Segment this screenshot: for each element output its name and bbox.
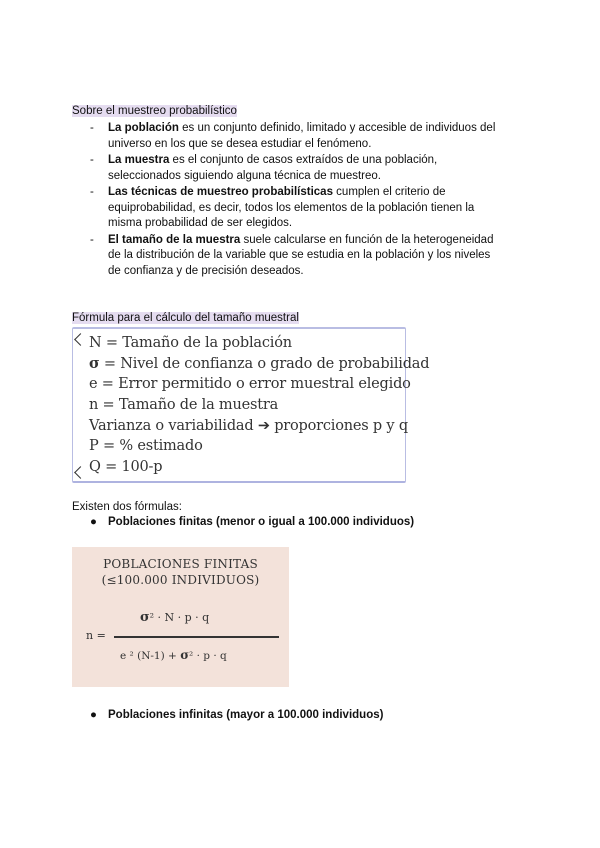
definition-text: = % estimado bbox=[98, 438, 203, 455]
symbol: N bbox=[89, 335, 102, 351]
list-item bbox=[72, 153, 532, 184]
item-text: equiprobabilidad, es decir, todos los elementos de la población tienen la bbox=[108, 201, 475, 214]
definitions-list bbox=[72, 121, 532, 280]
symbol: n bbox=[89, 397, 99, 414]
definition-n-sample bbox=[89, 395, 429, 416]
item-text: es el conjunto de casos extraídos de una población, bbox=[169, 154, 438, 166]
definition-n-population bbox=[89, 333, 429, 354]
bullet-dot-icon: ● bbox=[90, 709, 97, 721]
definition-text: = Nivel de confianza o grado de probabilidad bbox=[99, 355, 430, 372]
term: El tamaño de la muestra bbox=[108, 233, 241, 246]
formula-definitions-image bbox=[72, 327, 430, 483]
formula-title: POBLACIONES FINITAS bbox=[103, 557, 258, 571]
item-text: de confianza y de precisión deseados. bbox=[108, 264, 304, 277]
symbol: P bbox=[89, 438, 99, 455]
item-text: de la distribución de la variable que se estudia en la población y los niveles bbox=[108, 249, 491, 261]
bullet-text: Poblaciones finitas (menor o igual a 100.000 individuos) bbox=[108, 516, 415, 528]
denominator-text: ² · p · q bbox=[189, 650, 227, 662]
corner-bracket-icon bbox=[74, 333, 87, 346]
dash-marker: - bbox=[90, 233, 94, 246]
formula-numerator bbox=[140, 610, 209, 625]
item-text: es un conjunto definido, limitado y accesible de individuos del bbox=[178, 122, 496, 134]
formulas-intro: Existen dos fórmulas: bbox=[72, 501, 182, 513]
heading-text: Sobre el muestreo probabilístico bbox=[72, 105, 237, 117]
item-text: cumplen el criterio de bbox=[332, 186, 446, 198]
symbol: e bbox=[89, 376, 98, 393]
denominator-text: e ² (N-1) + bbox=[120, 650, 181, 662]
item-text: universo en los que se desea estudiar el fenómeno. bbox=[108, 137, 372, 150]
item-text: seleccionados siguiendo alguna técnica de muestreo. bbox=[108, 169, 381, 182]
finite-formula-image bbox=[72, 547, 289, 687]
bullet-infinite bbox=[90, 708, 383, 723]
numerator-text: ² · N · p · q bbox=[149, 611, 210, 624]
list-item bbox=[72, 121, 532, 152]
list-item bbox=[72, 185, 532, 232]
symbol: σ bbox=[89, 354, 100, 372]
definition-text: = Tamaño de la población bbox=[101, 335, 292, 351]
heading-text: Fórmula para el cálculo del tamaño muestral bbox=[72, 312, 299, 324]
term: Las técnicas de muestreo probabilísticas bbox=[108, 186, 333, 198]
list-item bbox=[72, 233, 532, 280]
section-heading-formula bbox=[72, 311, 299, 326]
formula-subtitle: (≤100.000 INDIVIDUOS) bbox=[101, 573, 260, 587]
definition-p bbox=[89, 436, 429, 457]
item-text: suele calcularse en función de la heterogeneidad bbox=[240, 233, 494, 246]
item-text: misma probabilidad de ser elegidos. bbox=[108, 217, 293, 229]
bullet-dot-icon: ● bbox=[90, 516, 97, 528]
definition-sigma bbox=[89, 354, 429, 375]
definition-e bbox=[89, 374, 429, 395]
dash-marker: - bbox=[90, 186, 94, 198]
definition-q bbox=[89, 457, 429, 478]
formula-denominator bbox=[120, 648, 227, 662]
dash-marker: - bbox=[90, 122, 94, 134]
sigma-symbol: σ bbox=[140, 610, 150, 625]
variable-definitions bbox=[89, 333, 429, 478]
sigma-symbol: σ bbox=[180, 648, 190, 662]
fraction-line bbox=[114, 636, 279, 638]
definition-text: = 100-p bbox=[100, 459, 163, 476]
definition-text: = Error permitido o error muestral elegido bbox=[97, 376, 411, 393]
definition-text: Varianza o variabilidad ➔ proporciones p y q bbox=[89, 417, 408, 434]
definition-variance bbox=[89, 416, 429, 437]
bullet-finite bbox=[90, 515, 414, 530]
term: La muestra bbox=[108, 154, 170, 166]
corner-bracket-icon bbox=[74, 466, 87, 479]
definition-text: = Tamaño de la muestra bbox=[98, 397, 279, 414]
section-heading-muestreo bbox=[72, 104, 237, 119]
bullet-text: Poblaciones infinitas (mayor a 100.000 individuos) bbox=[108, 709, 384, 721]
term: La población bbox=[108, 122, 179, 134]
dash-marker: - bbox=[90, 154, 94, 166]
symbol: Q bbox=[89, 459, 101, 476]
formula-n-label: n = bbox=[86, 629, 106, 642]
